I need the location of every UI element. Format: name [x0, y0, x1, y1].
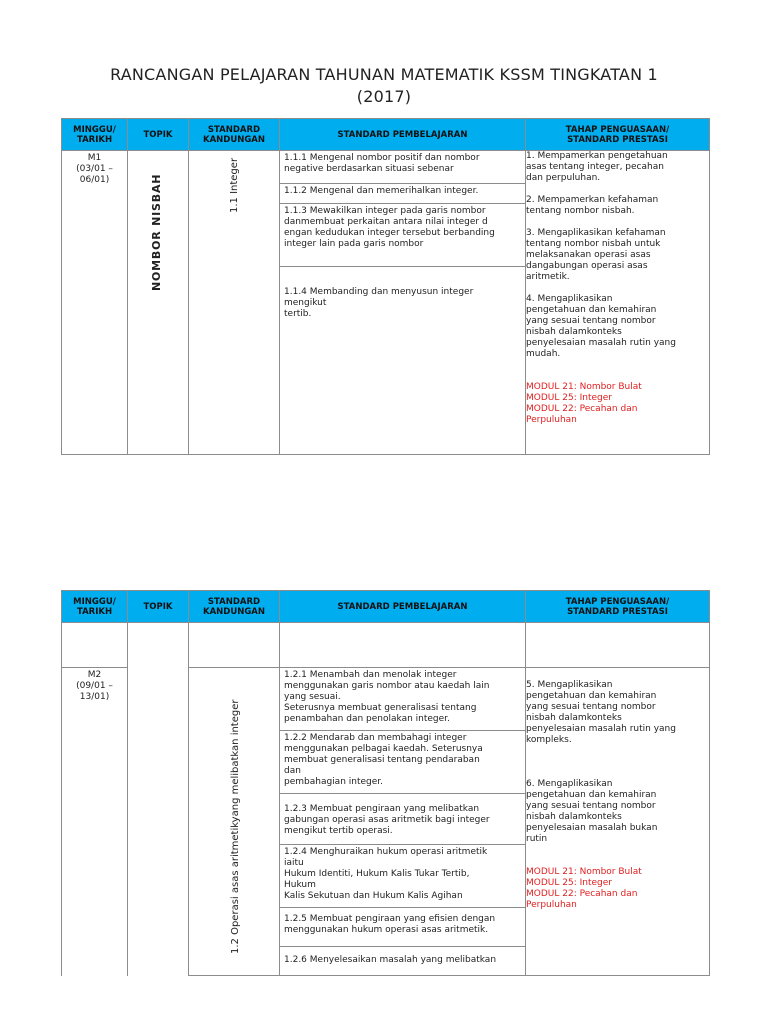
performance-level-2: 2. Mempamerkan kefahaman tentang nombor nisbah.: [526, 195, 659, 216]
learning-standard-1-1-4: 1.1.4 Membanding dan menyusun integer mengikut tertib.: [284, 287, 474, 319]
header-row: [62, 591, 710, 623]
content-standard-cell: [189, 151, 280, 455]
learning-standard-1-2-4: 1.2.4 Menghuraikan hukum operasi aritmetik iaitu Hukum Identiti, Hukum Kalis Tukar Tertib, Hukum Kalis Sekutuan dan Hukum Kalis Agihan: [280, 845, 525, 908]
performance-level-6: 6. Mengaplikasikan pengetahuan dan kemahiran yang sesuai tentang nombor nisbah dalamkonteks penyelesaian masalah bukan rutin: [526, 779, 658, 844]
learning-standard-1-2-6: 1.2.6 Menyelesaikan masalah yang melibatkan: [284, 955, 497, 965]
title-line-1: RANCANGAN PELAJARAN TAHUNAN MATEMATIK KSSM TINGKATAN 1: [110, 65, 658, 84]
performance-standards-cell: [526, 668, 710, 976]
topic-label: NOMBOR NISBAH: [150, 173, 163, 291]
learning-standard-1-2-3: 1.2.3 Membuat pengiraan yang melibatkan gabungan operasi asas aritmetik bagi integer mengikut tertib operasi.: [280, 794, 525, 845]
performance-level-3: 3. Mengaplikasikan kefahaman tentang nombor nisbah untuk melaksanakan operasi asas dangabungan operasi asas aritmetik.: [526, 228, 666, 282]
week-cell: M2 (09/01 – 13/01): [62, 668, 128, 976]
table-row: [62, 151, 710, 455]
header-standard-pembelajaran: STANDARD PEMBELAJARAN: [280, 119, 526, 151]
header-standard-pembelajaran: STANDARD PEMBELAJARAN: [280, 591, 526, 623]
content-standard-cell: [189, 668, 280, 976]
performance-level-5: 5. Mengaplikasikan pengetahuan dan kemahiran yang sesuai tentang nombor nisbah dalamkonteks penyelesaian masalah rutin yang kompleks.: [526, 680, 676, 745]
week-cell: M1 (03/01 – 06/01): [62, 151, 128, 455]
header-minggu: MINGGU/ TARIKH: [62, 119, 128, 151]
learning-standard-1-1-2: 1.1.2 Mengenal dan memerihalkan integer.: [280, 184, 525, 204]
module-references: MODUL 21: Nombor Bulat MODUL 25: Integer MODUL 22: Pecahan dan Perpuluhan: [526, 867, 642, 910]
header-tahap-penguasaan: TAHAP PENGUASAAN/ STANDARD PRESTASI: [526, 119, 710, 151]
performance-level-1: 1. Mempamerkan pengetahuan asas tentang integer, pecahan dan perpuluhan.: [526, 151, 668, 183]
document-title: [0, 64, 768, 108]
header-standard-kandungan: STANDARD KANDUNGAN: [189, 591, 280, 623]
learning-standard-1-1-1: 1.1.1 Mengenal nombor positif dan nombor negative berdasarkan situasi sebenar: [280, 151, 525, 184]
topic-cell: [128, 151, 189, 455]
module-references: MODUL 21: Nombor Bulat MODUL 25: Integer MODUL 22: Pecahan dan Perpuluhan: [526, 382, 642, 425]
learning-standard-1-2-5: 1.2.5 Membuat pengiraan yang efisien dengan menggunakan hukum operasi asas aritmetik.: [280, 908, 525, 947]
performance-standards-cell: [526, 151, 710, 455]
header-tahap-penguasaan: TAHAP PENGUASAAN/ STANDARD PRESTASI: [526, 591, 710, 623]
lesson-plan-table-2: [61, 590, 710, 976]
content-standard-label: 1.1 Integer: [229, 157, 240, 213]
header-minggu: MINGGU/ TARIKH: [62, 591, 128, 623]
performance-level-4: 4. Mengaplikasikan pengetahuan dan kemahiran yang sesuai tentang nombor nisbah dalamkonteks penyelesaian masalah rutin yang mudah.: [526, 294, 676, 359]
content-standard-label: 1.2 Operasi asas aritmetikyang melibatkan integer: [230, 699, 241, 954]
header-row: [62, 119, 710, 151]
empty-row: [62, 623, 710, 668]
learning-standard-1-2-1: 1.2.1 Menambah dan menolak integer menggunakan garis nombor atau kaedah lain yang sesuai. Seterusnya membuat generalisasi tentang penambahan dan penolakan integer.: [280, 668, 525, 731]
header-topik: TOPIK: [128, 119, 189, 151]
title-line-2: (2017): [356, 87, 412, 106]
learning-standards-cell: [280, 668, 526, 976]
header-standard-kandungan: STANDARD KANDUNGAN: [189, 119, 280, 151]
header-topik: TOPIK: [128, 591, 189, 623]
learning-standard-1-2-2: 1.2.2 Mendarab dan membahagi integer menggunakan pelbagai kaedah. Seterusnya membuat generalisasi tentang pendaraban dan pembahagian integer.: [280, 731, 525, 794]
lesson-plan-table-1: [61, 118, 710, 455]
learning-standard-1-1-3: 1.1.3 Mewakilkan integer pada garis nombor danmembuat perkaitan antara nilai integer d engan kedudukan integer tersebut berbanding integer lain pada garis nombor: [280, 204, 525, 267]
learning-standards-cell: [280, 151, 526, 455]
